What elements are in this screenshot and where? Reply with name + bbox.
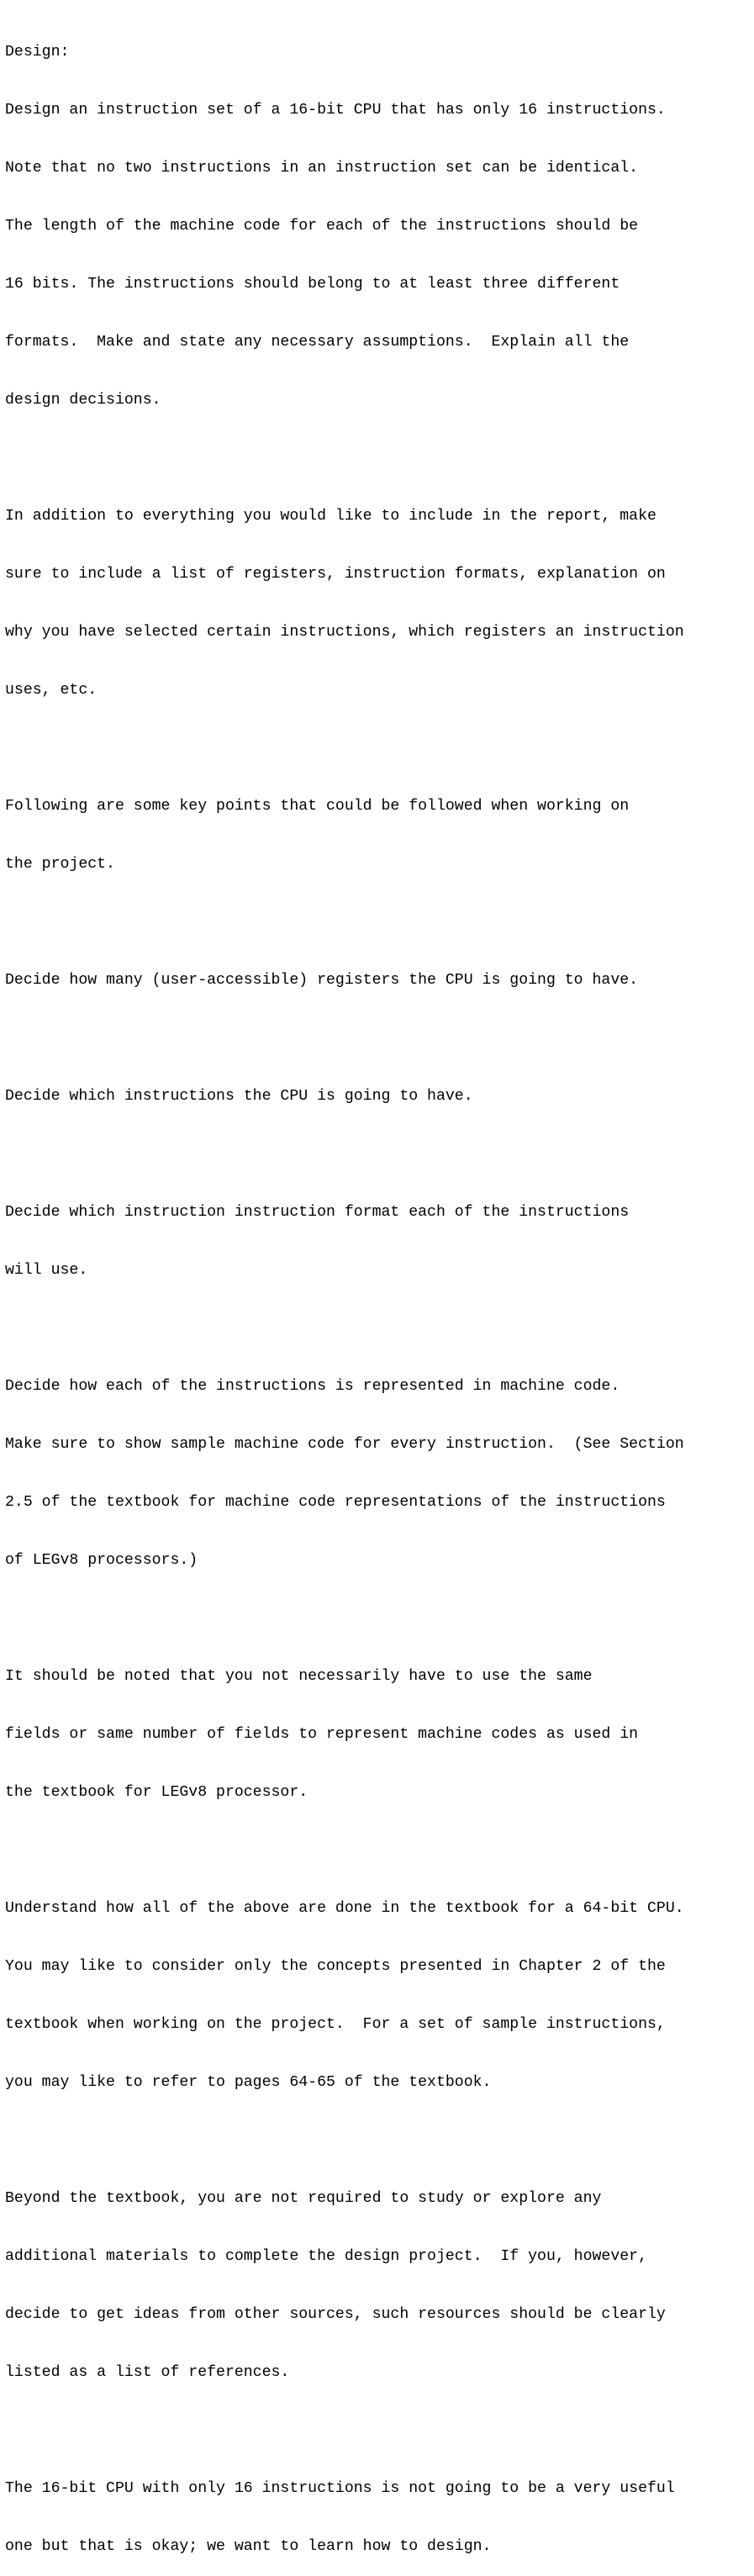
blank-line	[5, 1609, 684, 1628]
text-line: 16 bits. The instructions should belong to at least three different	[5, 276, 620, 293]
text-line: Decide how many (user-accessible) registers the CPU is going to have.	[5, 972, 639, 989]
text-line: design decisions.	[5, 392, 161, 409]
text-line: Following are some key points that could be followed when working on	[5, 798, 630, 815]
text-line: listed as a list of references.	[5, 2364, 290, 2381]
text-line: why you have selected certain instructions, which registers an instruction	[5, 624, 684, 641]
text-line: Understand how all of the above are done in the textbook for a 64-bit CPU.	[5, 1900, 684, 1917]
document-text	[5, 4, 684, 2576]
blank-line	[5, 449, 684, 468]
text-line: Note that no two instructions in an instruction set can be identical.	[5, 160, 639, 177]
text-line: fields or same number of fields to represent machine codes as used in	[5, 1726, 639, 1743]
blank-line	[5, 913, 684, 932]
text-line: the project.	[5, 856, 115, 873]
text-line: 2.5 of the textbook for machine code representations of the instructions	[5, 1494, 666, 1511]
text-line: additional materials to complete the design project. If you, however,	[5, 2248, 647, 2265]
text-line: one but that is okay; we want to learn how to design.	[5, 2538, 492, 2555]
text-line: uses, etc.	[5, 682, 98, 699]
text-line: you may like to refer to pages 64-65 of the textbook.	[5, 2074, 492, 2091]
text-line: Decide which instructions the CPU is going to have.	[5, 1088, 473, 1105]
text-line: textbook when working on the project. For a set of sample instructions,	[5, 2016, 666, 2033]
blank-line	[5, 1145, 684, 1164]
blank-line	[5, 1841, 684, 1861]
text-line: It should be noted that you not necessarily have to use the same	[5, 1668, 593, 1685]
text-line: will use.	[5, 1262, 88, 1279]
text-line: Decide how each of the instructions is represented in machine code.	[5, 1378, 620, 1395]
text-line: Beyond the textbook, you are not required to study or explore any	[5, 2190, 602, 2207]
text-line: sure to include a list of registers, instruction formats, explanation on	[5, 566, 666, 583]
blank-line	[5, 1029, 684, 1048]
text-line: formats. Make and state any necessary assumptions. Explain all the	[5, 334, 630, 351]
text-line: Make sure to show sample machine code for every instruction. (See Section	[5, 1436, 684, 1453]
blank-line	[5, 1319, 684, 1338]
text-line: Design an instruction set of a 16-bit CPU that has only 16 instructions.	[5, 102, 666, 119]
text-line: The 16-bit CPU with only 16 instructions is not going to be a very useful	[5, 2480, 675, 2497]
text-line: In addition to everything you would like to include in the report, make	[5, 508, 656, 525]
blank-line	[5, 739, 684, 758]
text-line: You may like to consider only the concepts presented in Chapter 2 of the	[5, 1958, 666, 1975]
text-line: of LEGv8 processors.)	[5, 1552, 198, 1569]
blank-line	[5, 2421, 684, 2441]
text-line: Design:	[5, 44, 70, 61]
text-line: decide to get ideas from other sources, such resources should be clearly	[5, 2306, 666, 2323]
text-line: Decide which instruction instruction format each of the instructions	[5, 1204, 630, 1221]
text-line: the textbook for LEGv8 processor.	[5, 1784, 308, 1801]
blank-line	[5, 2131, 684, 2151]
text-line: The length of the machine code for each of the instructions should be	[5, 218, 639, 235]
